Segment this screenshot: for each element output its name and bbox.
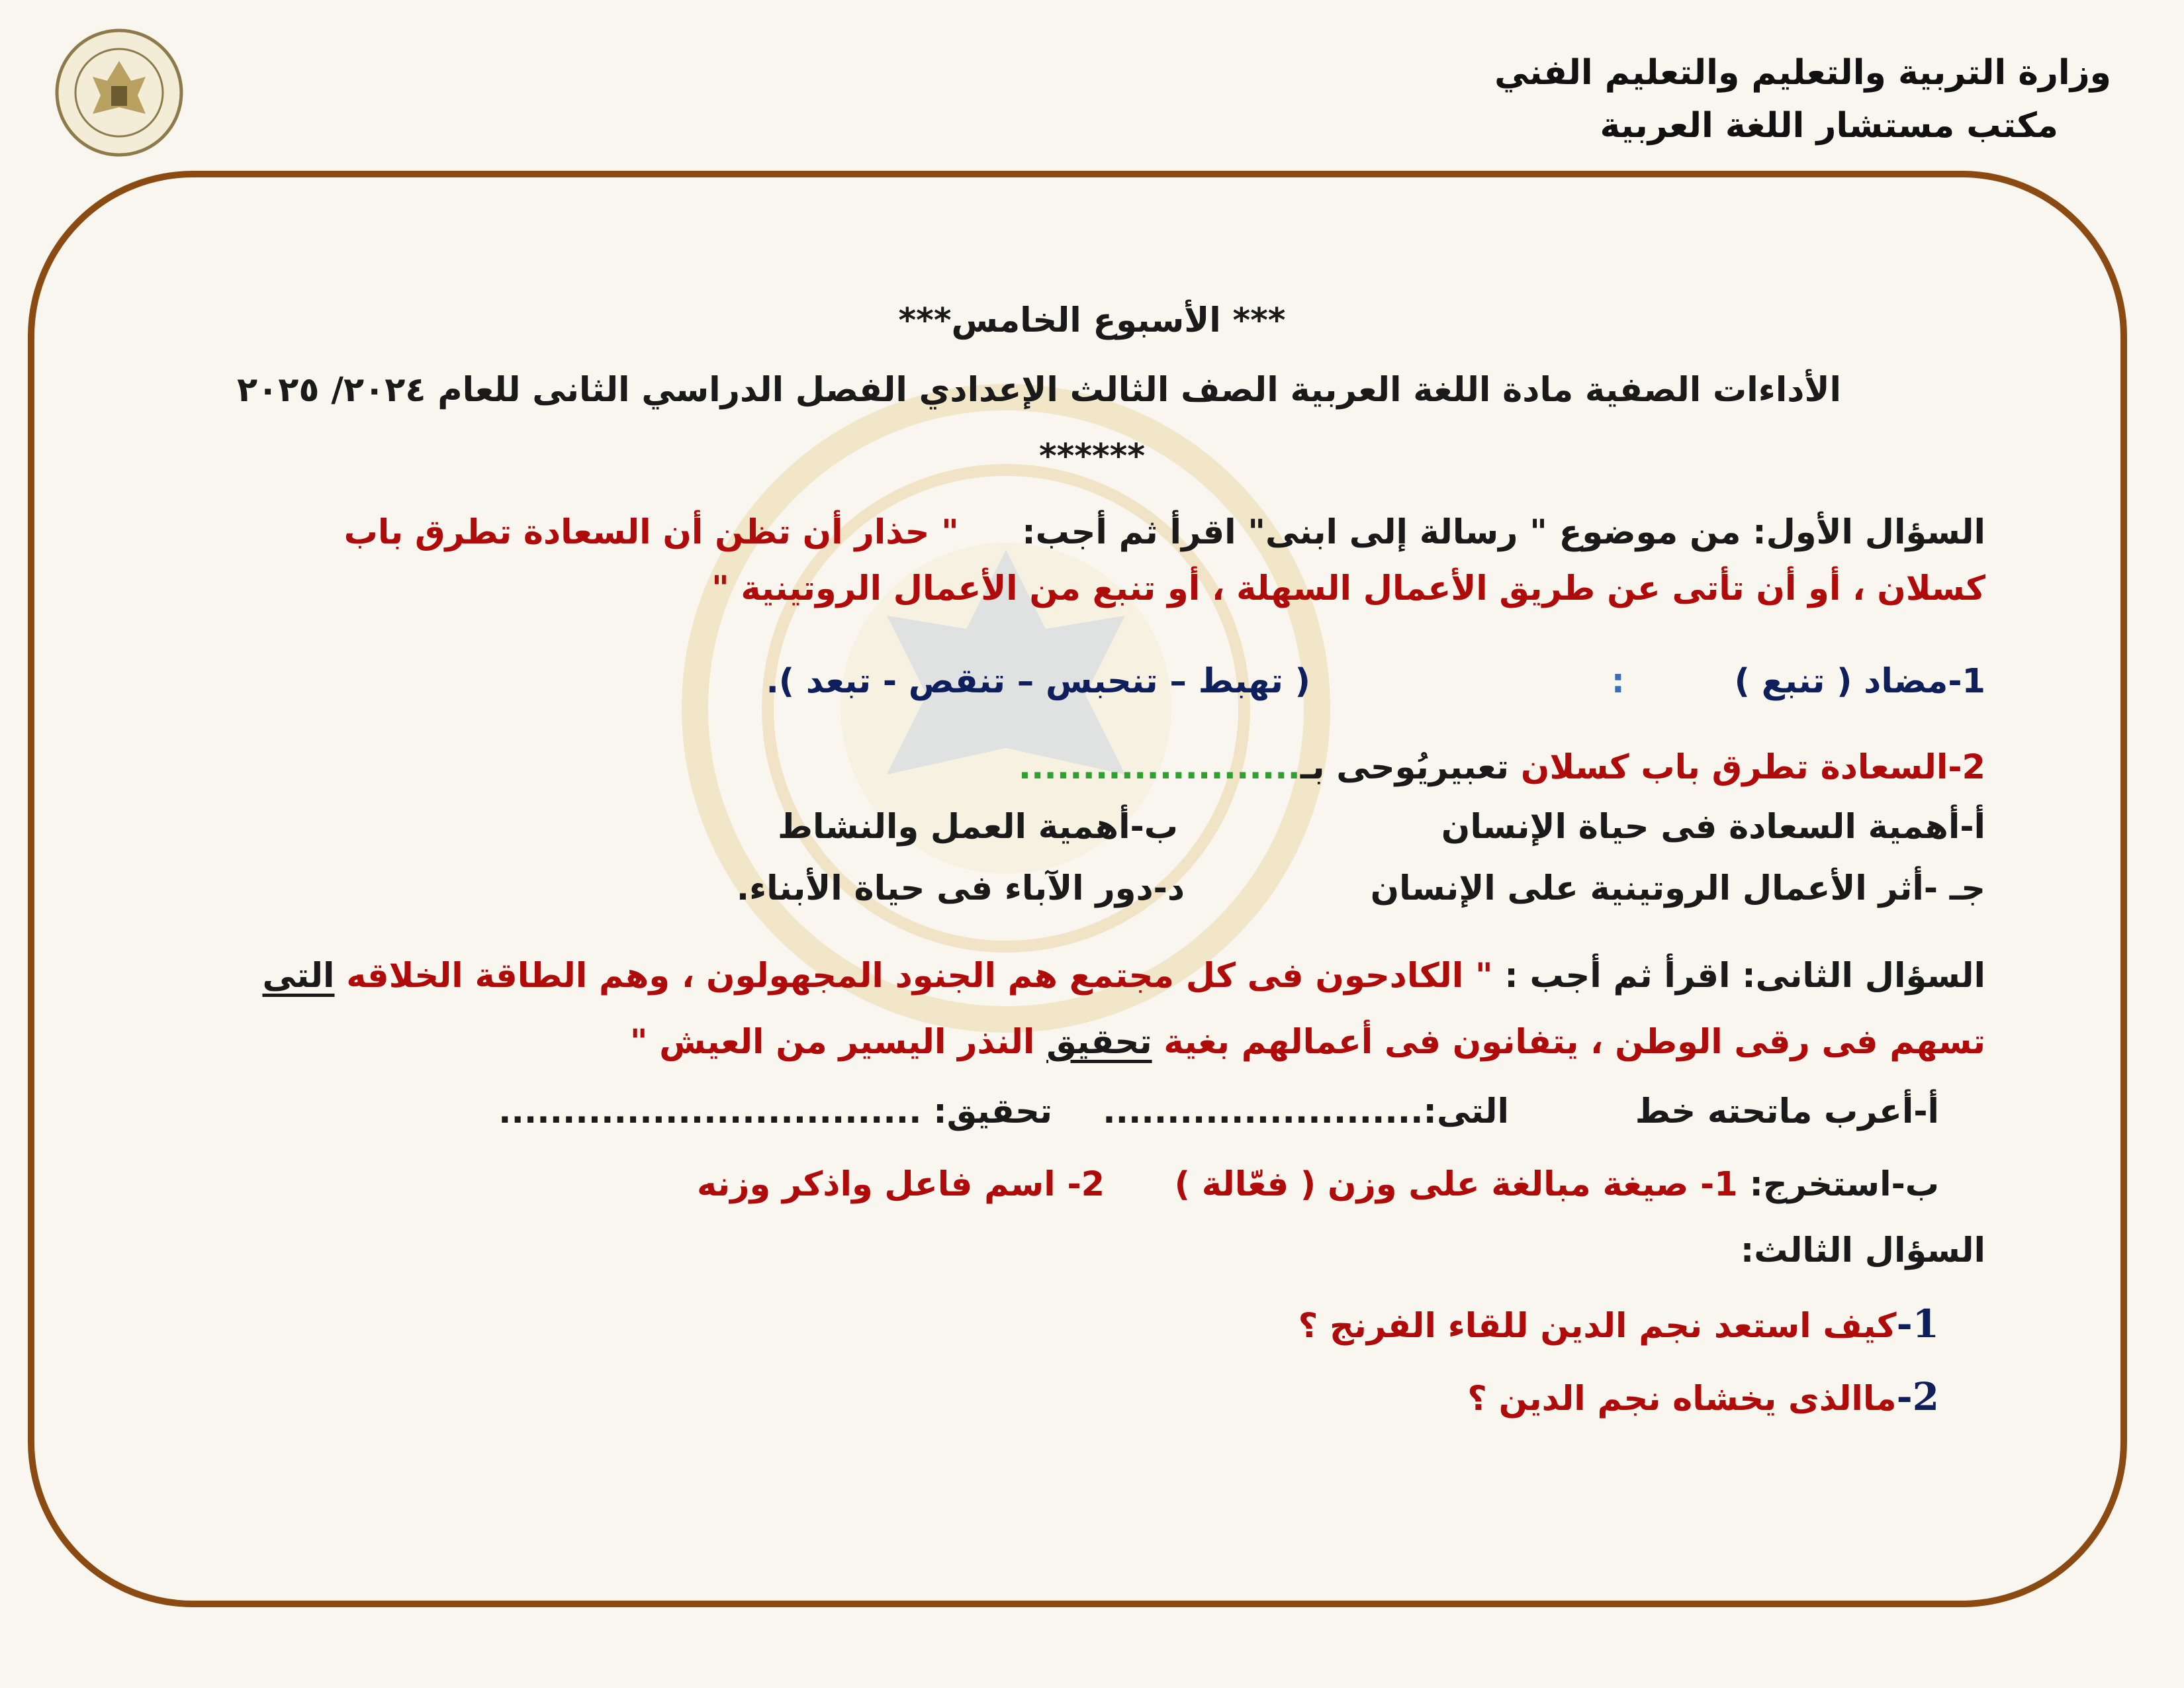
q3-item-1-text: كيف استعد نجم الدين للقاء الفرنج ؟: [1298, 1307, 1897, 1346]
q2-part-a-word-2: تحقيق: .................................: [498, 1092, 1052, 1131]
q3-item-2-text: ماالذى يخشاه نجم الدين ؟: [1467, 1380, 1897, 1419]
header: [1494, 46, 2111, 152]
q2-underlined-word-2: تحقيق: [1046, 1023, 1152, 1062]
q1-item-1-choices: ( تهبط – تنحبس – تنقص - تبعد ).: [766, 662, 1310, 701]
q1-option-d: د-دور الآباء فى حياة الأبناء.: [736, 869, 1185, 908]
q1-label: السؤال الأول: من موضوع " رسالة إلى ابنى" اقرأ ثم أجب:: [1022, 513, 1985, 552]
q1-item-1-colon: :: [1611, 662, 1625, 701]
q2-passage-2a: تسهم فى رقى الوطن ، يتفانون فى أعمالهم بغية: [1163, 1023, 1985, 1062]
q2-part-b-item-2: 2- اسم فاعل واذكر وزنه: [697, 1165, 1105, 1204]
q2-line-2: [630, 1019, 1985, 1066]
q2-part-a-word-1: التى:.........................: [1103, 1092, 1509, 1131]
q1-item-2-text: تعبيريُوحى بـ: [1300, 748, 1510, 787]
week-title: *** الأسبوع الخامس***: [898, 301, 1286, 340]
q2-part-a-label: أ-أعرب ماتحته خط: [1635, 1092, 1939, 1131]
q1-item-2-phrase: 2-السعادة تطرق باب كسلان: [1520, 748, 1985, 787]
q1-line-1: [344, 510, 1985, 556]
q3-item-2-number: 2-: [1896, 1374, 1939, 1419]
q1-item-1-label: 1-مضاد ( تنبع ): [1734, 662, 1985, 701]
q2-line-1: [262, 953, 1985, 1000]
ministry-name: وزارة التربية والتعليم والتعليم الفني: [1494, 53, 2111, 93]
q3-item-2: [1467, 1374, 1939, 1423]
lesson-subtitle: الأداءات الصفية مادة اللغة العربية الصف الثالث الإعدادي الفصل الدراسي الثانى للعام ٢٠٢٤/ ٢٠٢٥: [237, 371, 1841, 410]
q3-item-1: [1298, 1301, 1939, 1350]
office-name: مكتب مستشار اللغة العربية: [1600, 106, 2058, 146]
q1-item-2: [1019, 745, 1985, 791]
q2-part-b-item-1: 1- صيغة مبالغة على وزن ( فعّالة ): [1174, 1165, 1738, 1204]
q2-passage-1: " الكادحون فى كل مجتمع هم الجنود المجهولون ، وهم الطاقة الخلاقه: [346, 957, 1493, 996]
q3-item-1-number: 1-: [1896, 1301, 1939, 1346]
title-stars: ******: [1038, 437, 1146, 476]
q2-passage-2b: النذر اليسير من العيش ": [629, 1023, 1035, 1062]
q1-option-c: جـ -أثر الأعمال الروتينية على الإنسان: [1370, 869, 1985, 908]
q3-label: السؤال الثالث:: [1740, 1231, 1985, 1270]
ministry-seal-icon: [53, 26, 185, 159]
q2-underlined-word-1: التى: [262, 957, 335, 996]
q1-passage-2: كسلان ، أو أن تأتى عن طريق الأعمال السهلة ، أو تنبع من الأعمال الروتينية ": [711, 569, 1985, 608]
q1-option-a: أ-أهمية السعادة فى حياة الإنسان: [1441, 808, 1985, 847]
q1-item-2-blank: ......................: [1018, 748, 1300, 787]
q1-option-b: ب-أهمية العمل والنشاط: [777, 808, 1178, 847]
q2-part-b-label: ب-استخرج:: [1749, 1165, 1939, 1204]
q1-passage-1: " حذار أن تظن أن السعادة تطرق باب: [343, 513, 959, 552]
q2-part-b: [697, 1162, 1939, 1208]
q2-label: السؤال الثانى: اقرأ ثم أجب :: [1504, 957, 1985, 996]
